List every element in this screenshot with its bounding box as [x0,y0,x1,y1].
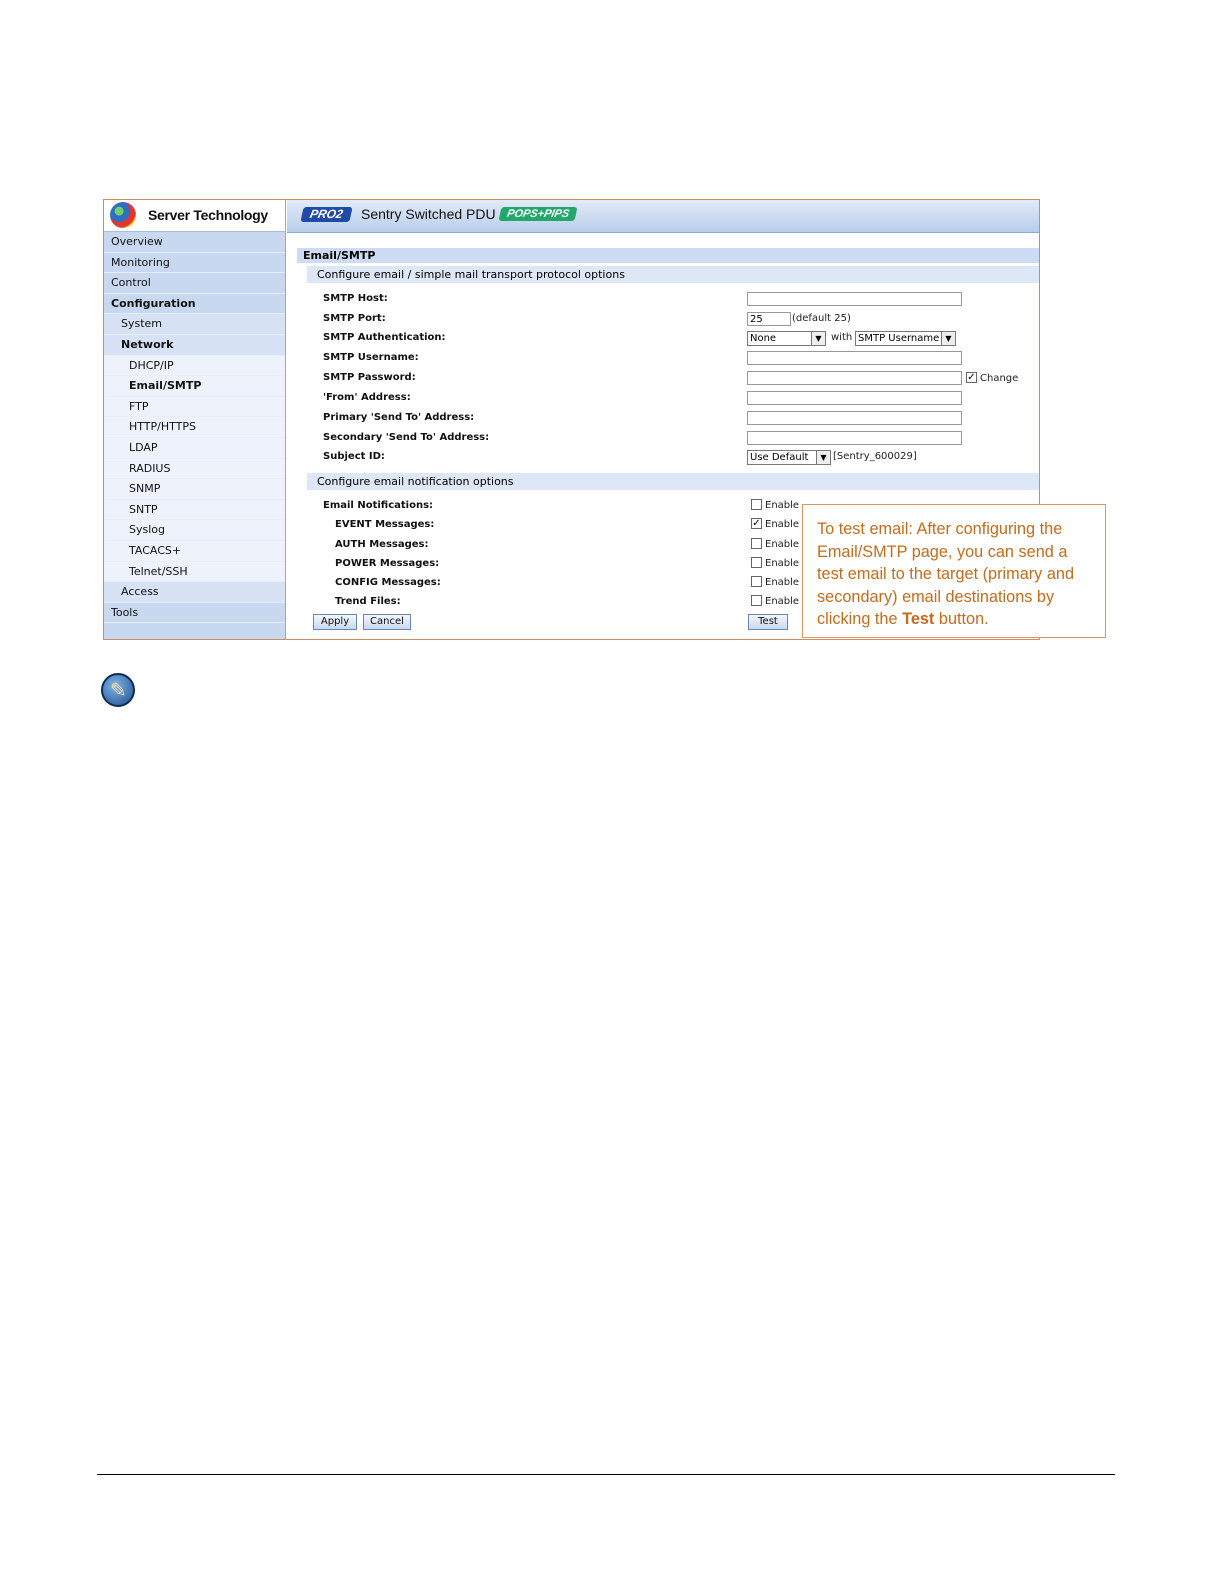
brand-name: Server Technology [148,207,268,223]
notification-enable-checkbox[interactable]: ✓ [752,518,761,529]
sidebar-item-sntp[interactable]: SNTP [104,500,285,521]
chevron-down-icon: ▼ [816,451,830,464]
notification-enable-label: Enable [765,539,800,550]
smtp-auth-user-select[interactable] [855,331,956,346]
smtp-password-input[interactable] [747,371,962,385]
notification-enable-label: Enable [765,596,800,607]
callout-text-end: button. [934,610,989,629]
top-banner [287,200,1039,233]
notification-label: CONFIG Messages: [335,577,441,588]
subject-id-value: Use Default [750,452,809,463]
auth-with-text: with [831,332,853,343]
secondary-sendto-input[interactable] [747,431,962,445]
sidebar-item-http-https[interactable]: HTTP/HTTPS [104,417,285,438]
subject-id-select[interactable] [747,450,831,465]
smtp-auth-label: SMTP Authentication: [323,332,446,343]
smtp-username-label: SMTP Username: [323,352,419,363]
notification-enable-label: Enable [765,577,800,588]
sidebar-item-ftp[interactable]: FTP [104,397,285,418]
notification-options-header: Configure email notification options [307,473,1039,490]
smtp-auth-select[interactable] [747,331,826,346]
notification-enable-label: Enable [765,558,800,569]
apply-button[interactable]: Apply [313,614,357,630]
sidebar-item-dhcp-ip[interactable]: DHCP/IP [104,356,285,377]
smtp-host-label: SMTP Host: [323,293,388,304]
change-password-checkbox[interactable]: ✓ [967,372,976,383]
smtp-port-input[interactable] [747,312,791,326]
smtp-host-input[interactable] [747,292,962,306]
product-title: Sentry Switched PDU [361,206,496,222]
notification-label: Email Notifications: [323,500,434,511]
globe-logo-icon [110,202,136,228]
notification-enable-checkbox[interactable] [751,538,762,549]
logo-area [104,200,286,232]
notification-enable-checkbox[interactable] [751,499,762,510]
sidebar-item-snmp[interactable]: SNMP [104,479,285,500]
smtp-auth-value: None [750,333,777,344]
sidebar-item-overview[interactable]: Overview [104,232,285,253]
pro2-badge: PRO2 [300,207,352,222]
notification-label: POWER Messages: [335,558,440,569]
sidebar-item-telnet-ssh[interactable]: Telnet/SSH [104,562,285,583]
smtp-username-input[interactable] [747,351,962,365]
sidebar-item-tacacs[interactable]: TACACS+ [104,541,285,562]
test-button[interactable]: Test [748,614,788,630]
smtp-auth-user-value: SMTP Username [858,333,940,344]
notification-label: Trend Files: [335,596,401,607]
sidebar-nav [104,232,286,639]
chevron-down-icon: ▼ [941,332,955,345]
callout-bold-test: Test [902,610,935,629]
notification-enable-checkbox[interactable] [751,557,762,568]
smtp-port-default-note: (default 25) [792,313,851,324]
smtp-options-header: Configure email / simple mail transport protocol options [307,266,1039,283]
sidebar-item-system[interactable]: System [104,314,285,335]
sidebar-item-tools[interactable]: Tools [104,603,285,624]
pops-pips-badge: POPS+PIPS [499,207,578,221]
smtp-password-label: SMTP Password: [323,372,416,383]
sidebar-item-configuration[interactable]: Configuration [104,294,285,315]
test-email-callout [802,504,1106,638]
cancel-button[interactable]: Cancel [363,614,411,630]
from-address-label: 'From' Address: [323,392,411,403]
smtp-port-label: SMTP Port: [323,313,386,324]
pencil-note-icon [101,673,135,707]
sidebar-item-ldap[interactable]: LDAP [104,438,285,459]
page-footer-rule [97,1474,1115,1475]
subject-id-default: [Sentry_600029] [833,451,917,462]
notification-enable-label: Enable [765,500,800,511]
notification-enable-checkbox[interactable] [751,576,762,587]
notification-label: AUTH Messages: [335,539,429,550]
from-address-input[interactable] [747,391,962,405]
chevron-down-icon: ▼ [811,332,825,345]
sidebar-item-monitoring[interactable]: Monitoring [104,253,285,274]
notification-label: EVENT Messages: [335,519,435,530]
sidebar-item-email-smtp[interactable]: Email/SMTP [104,376,285,397]
sidebar-item-network[interactable]: Network [104,335,285,356]
notification-enable-checkbox[interactable] [751,595,762,606]
secondary-sendto-label: Secondary 'Send To' Address: [323,432,490,443]
primary-sendto-label: Primary 'Send To' Address: [323,412,475,423]
sidebar-item-radius[interactable]: RADIUS [104,459,285,480]
page-title: Email/SMTP [297,248,1039,263]
sidebar-item-syslog[interactable]: Syslog [104,520,285,541]
subject-id-label: Subject ID: [323,451,385,462]
notification-enable-label: Enable [765,519,800,530]
primary-sendto-input[interactable] [747,411,962,425]
sidebar-item-access[interactable]: Access [104,582,285,603]
sidebar-item-control[interactable]: Control [104,273,285,294]
change-password-label: Change [980,373,1019,384]
callout-text: To test email: After configuring the Email/SMTP page, you can send a test email to the target (primary and secondary) email destinations by clicking the [817,520,1074,629]
